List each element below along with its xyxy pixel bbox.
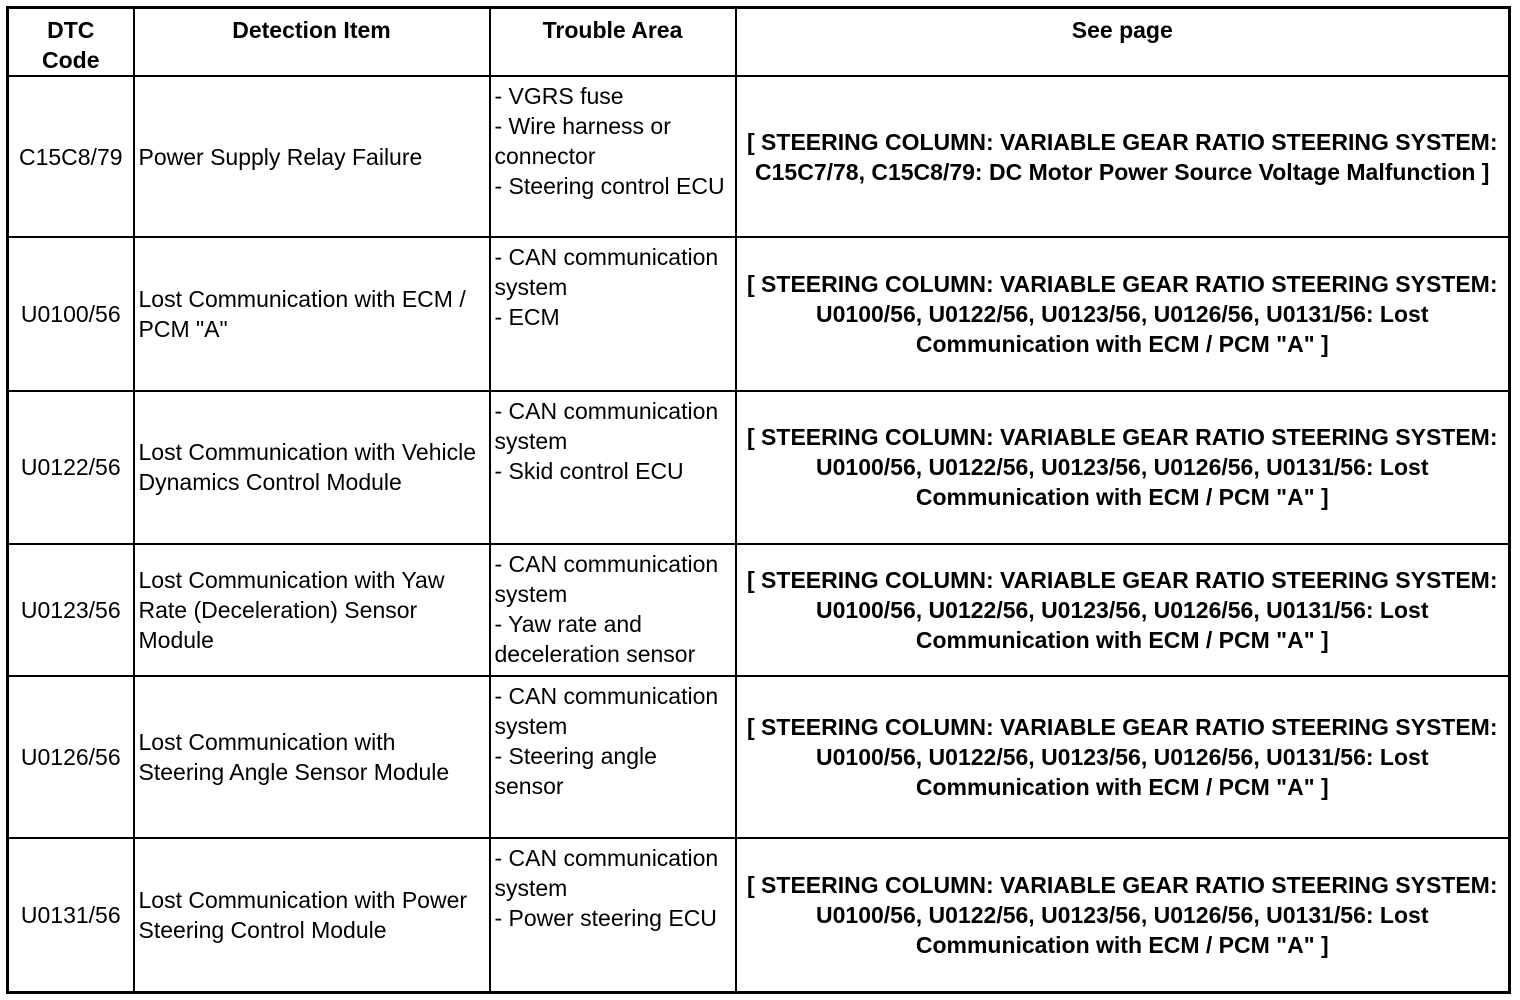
trouble-area-line: - ECM: [494, 304, 560, 330]
dtc-code: U0131/56: [8, 838, 134, 992]
dtc-code: U0122/56: [8, 391, 134, 545]
detection-item: Lost Communication with Vehicle Dynamics Control Module: [134, 391, 490, 545]
dtc-table: [6, 6, 1511, 994]
header-row: [8, 8, 1510, 77]
trouble-area-line: - CAN communication system: [494, 845, 719, 902]
trouble-area-line: - CAN communication system: [494, 683, 719, 740]
trouble-area-line: - Yaw rate and deceleration sensor: [494, 611, 696, 668]
table-body: [8, 76, 1510, 993]
detection-item: Lost Communication with ECM / PCM "A": [134, 237, 490, 391]
detection-item: Power Supply Relay Failure: [134, 76, 490, 237]
table-row: [8, 76, 1510, 237]
trouble-area-line: - Power steering ECU: [494, 905, 717, 932]
table-row: [8, 676, 1510, 838]
trouble-area: [490, 838, 736, 992]
trouble-area-line: - VGRS fuse: [494, 83, 624, 109]
header-detection-item: Detection Item: [134, 8, 490, 77]
trouble-area-line: - CAN communication system: [494, 244, 719, 300]
trouble-area: [490, 391, 736, 545]
see-page-link[interactable]: [ STEERING COLUMN: VARIABLE GEAR RATIO STEERING SYSTEM: U0100/56, U0122/56, U0123/56, U0126/56, U0131/56: Lost Communication with ECM / PCM "A" ]: [736, 544, 1510, 676]
detection-item: Lost Communication with Power Steering Control Module: [134, 838, 490, 992]
header-dtc-code-line1: DTC: [47, 17, 95, 43]
dtc-code: U0126/56: [8, 676, 134, 838]
see-page-link[interactable]: [ STEERING COLUMN: VARIABLE GEAR RATIO STEERING SYSTEM: U0100/56, U0122/56, U0123/56, U0126/56, U0131/56: Lost Communication with ECM / PCM "A" ]: [736, 237, 1510, 391]
table-header: [8, 8, 1510, 77]
table-row: [8, 544, 1510, 676]
table-row: [8, 391, 1510, 545]
see-page-link[interactable]: [ STEERING COLUMN: VARIABLE GEAR RATIO STEERING SYSTEM: U0100/56, U0122/56, U0123/56, U0126/56, U0131/56: Lost Communication with ECM / PCM "A" ]: [736, 676, 1510, 838]
detection-item: Lost Communication with Yaw Rate (Deceleration) Sensor Module: [134, 544, 490, 676]
trouble-area: [490, 76, 736, 237]
trouble-area-line: - Steering control ECU: [494, 173, 725, 199]
trouble-area-line: - CAN communication system: [494, 397, 719, 454]
table-row: [8, 237, 1510, 391]
see-page-link[interactable]: [ STEERING COLUMN: VARIABLE GEAR RATIO STEERING SYSTEM: C15C7/78, C15C8/79: DC Motor Power Source Voltage Malfunction ]: [736, 76, 1510, 237]
trouble-area-line: - Wire harness or connector: [494, 113, 671, 169]
trouble-area: [490, 544, 736, 676]
table-row: [8, 838, 1510, 992]
dtc-code: U0100/56: [8, 237, 134, 391]
dtc-code: C15C8/79: [8, 76, 134, 237]
header-dtc-code: [8, 8, 134, 77]
header-trouble-area: Trouble Area: [490, 8, 736, 77]
header-see-page: See page: [736, 8, 1510, 77]
header-dtc-code-line2: Code: [42, 47, 100, 73]
trouble-area: [490, 676, 736, 838]
trouble-area: [490, 237, 736, 391]
dtc-code: U0123/56: [8, 544, 134, 676]
trouble-area-line: - Skid control ECU: [494, 457, 684, 484]
detection-item: Lost Communication with Steering Angle Sensor Module: [134, 676, 490, 838]
trouble-area-line: - Steering angle sensor: [494, 743, 657, 800]
see-page-link[interactable]: [ STEERING COLUMN: VARIABLE GEAR RATIO STEERING SYSTEM: U0100/56, U0122/56, U0123/56, U0126/56, U0131/56: Lost Communication with ECM / PCM "A" ]: [736, 391, 1510, 545]
trouble-area-line: - CAN communication system: [494, 551, 719, 608]
see-page-link[interactable]: [ STEERING COLUMN: VARIABLE GEAR RATIO STEERING SYSTEM: U0100/56, U0122/56, U0123/56, U0126/56, U0131/56: Lost Communication with ECM / PCM "A" ]: [736, 838, 1510, 992]
